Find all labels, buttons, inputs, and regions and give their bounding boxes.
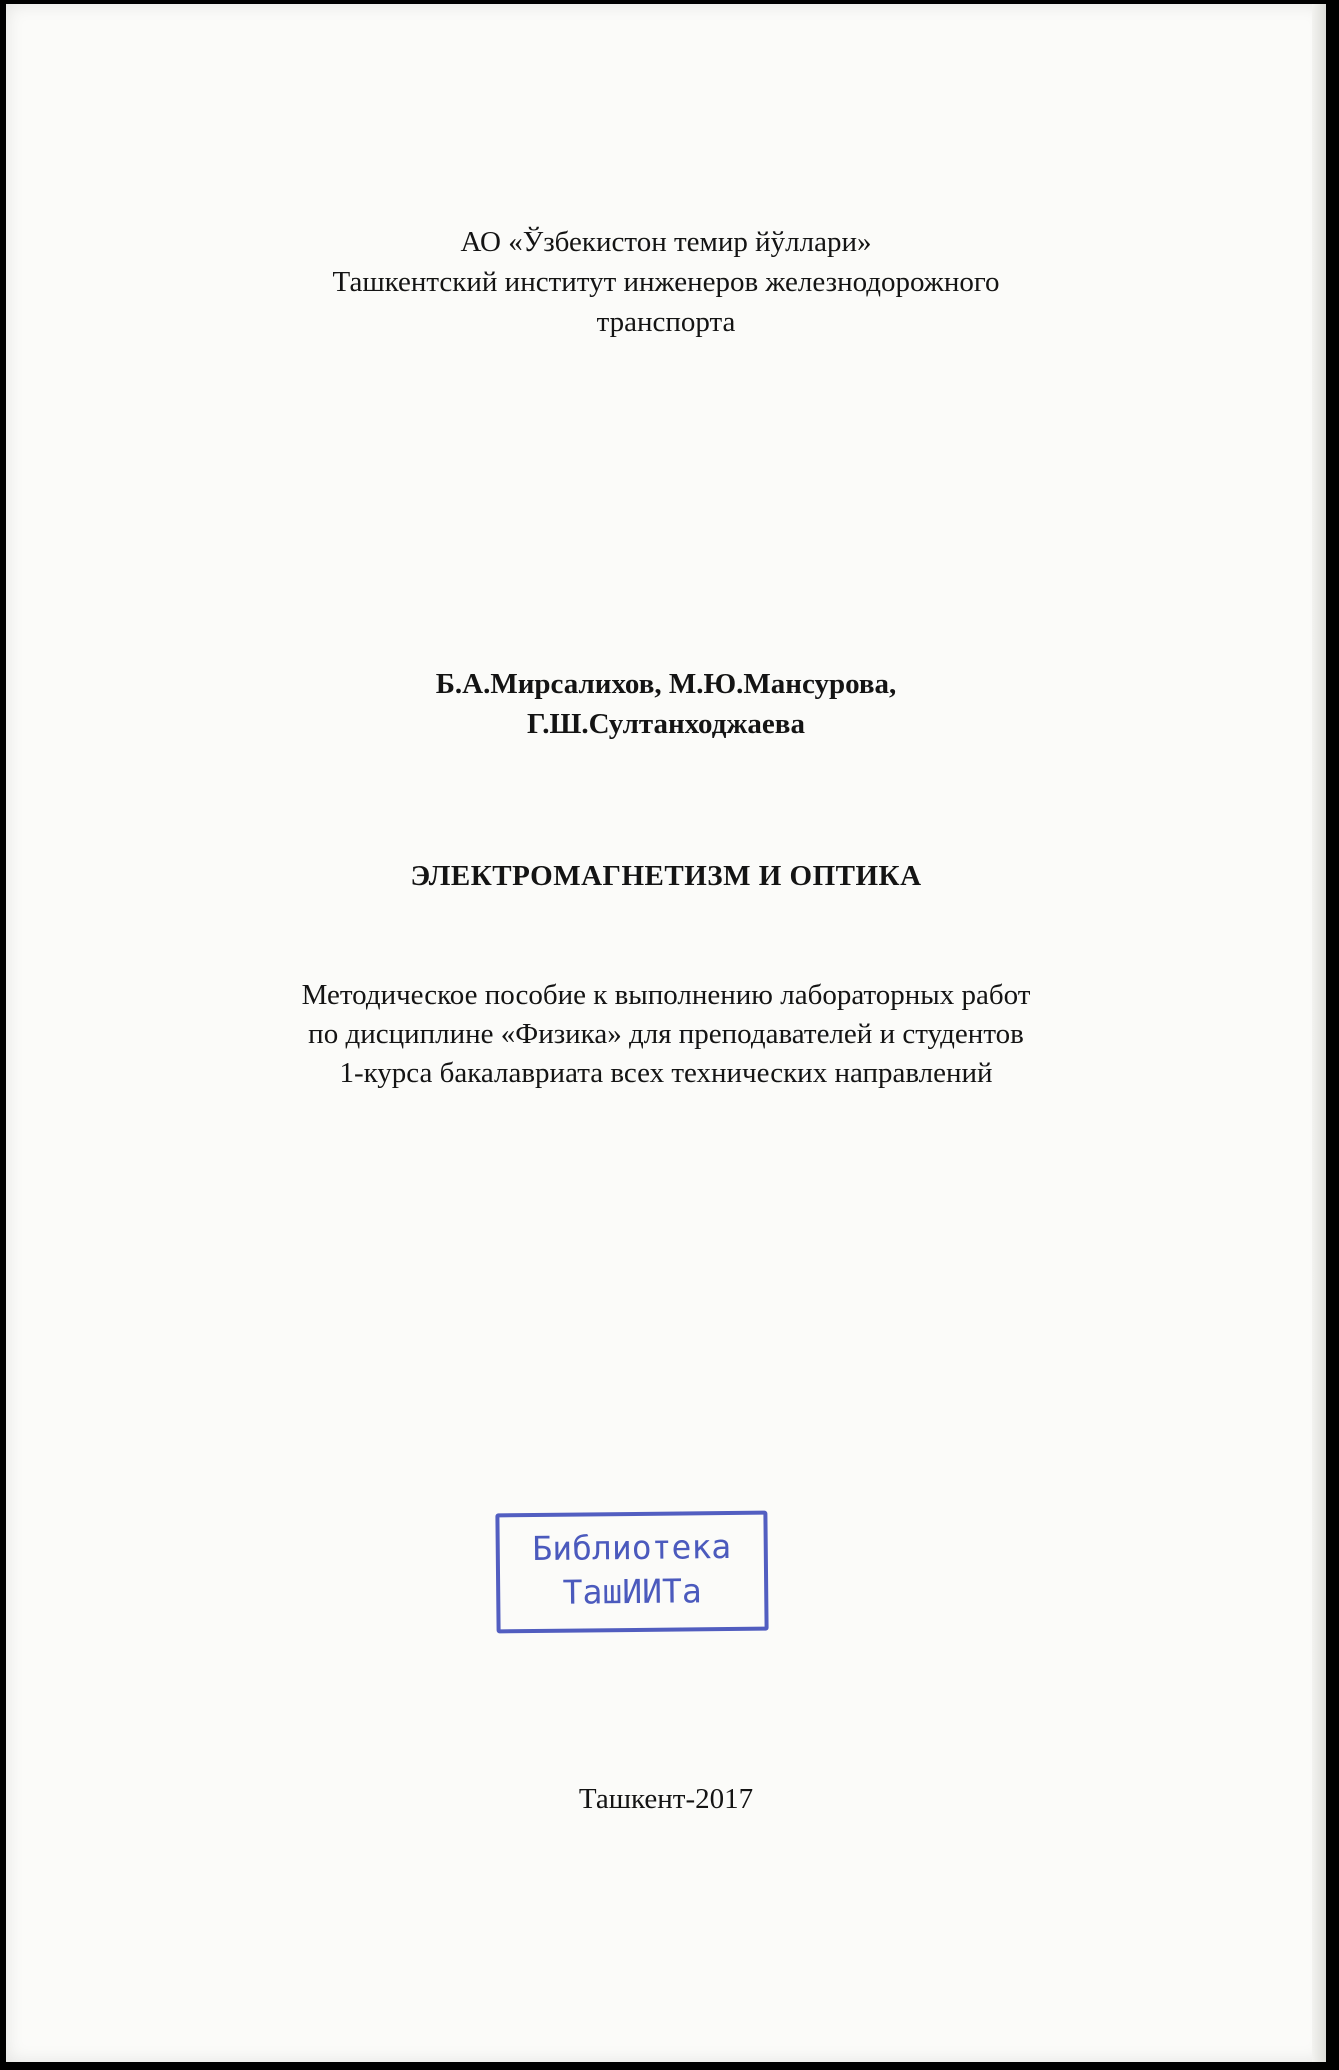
stamp-line-2: ТашИИТа (562, 1571, 702, 1612)
header-institute: Ташкентский институт инженеров железнодорожного (332, 266, 1000, 298)
city-year: Ташкент-2017 (578, 1783, 754, 1815)
document-page (6, 4, 1326, 2062)
header-organization: АО «Ўзбекистон темир йўллари» (460, 226, 872, 258)
authors-block (6, 664, 1326, 744)
publisher-header (6, 222, 1326, 342)
description-line-2: по дисциплине «Физика» для преподавателей и студентов (308, 1018, 1024, 1050)
authors-line-2: Г.Ш.Султанходжаева (527, 708, 805, 740)
description-line-1: Методическое пособие к выполнению лабораторных работ (301, 979, 1031, 1011)
document-description (6, 976, 1326, 1093)
authors-line-1: Б.А.Мирсалихов, М.Ю.Мансурова, (435, 668, 897, 700)
stamp-line-1: Библиотека (532, 1526, 732, 1569)
description-line-3: 1-курса бакалавриата всех технических направлений (339, 1057, 993, 1089)
document-title: ЭЛЕКТРОМАГНЕТИЗМ И ОПТИКА (410, 860, 922, 892)
header-institute-cont: транспорта (596, 306, 736, 338)
library-stamp (495, 1511, 768, 1634)
